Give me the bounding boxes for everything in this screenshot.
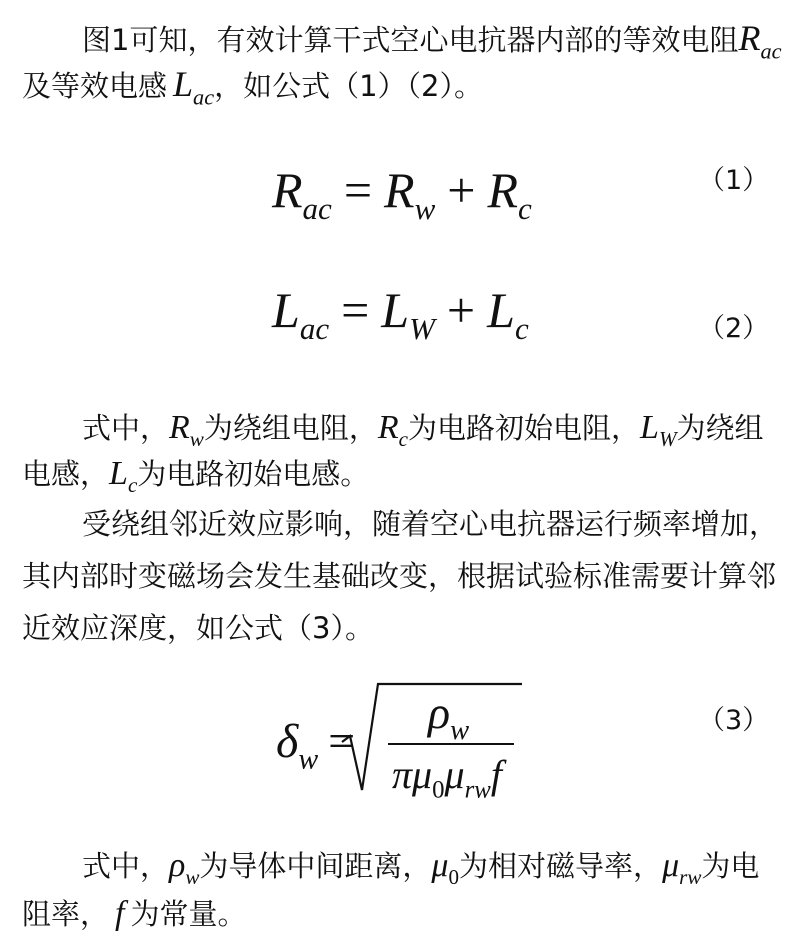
eq1-equals: = [343,162,373,218]
eq3-pi: π [392,752,413,797]
eq1-plus: + [447,162,476,218]
para1-text-1: 图1可知，有效计算干式空心电抗器内部的等效电阻 [82,23,739,57]
eq3-mu: μ [412,752,433,797]
para2-text-2: 为绕组电阻， [203,411,378,445]
para3-line1: 受绕组邻近效应影响，随着空心电抗器运行频率增加， [82,507,779,541]
var-L-symbol: L [173,64,194,104]
para4-line2 [22,894,778,934]
eq3-numerator [428,688,469,756]
para4-text-1: 式中， [82,849,170,883]
var-R-ac [738,18,782,64]
para4-text-5: 阻率， [22,897,110,931]
para1-line2 [22,64,778,117]
para2-text-5: 电感， [22,457,110,491]
para2-text-6: 为电路初始电感。 [137,457,370,491]
var-Rw-sub: w [189,427,204,451]
eq1-lhs: R [272,162,303,218]
eq3-lhs: δ [276,715,299,768]
sqrt-radical-line [342,684,522,790]
var-f: f [115,895,125,932]
eq2-term2-sub: c [514,310,529,346]
eq2-lhs: L [272,282,300,338]
eq1-lhs-sub: ac [302,190,332,226]
eq3-lhs-sub: w [298,742,319,776]
para3-line2: 其内部时变磁场会发生基础改变，根据试验标准需要计算邻 [22,559,777,593]
para1-text-2: 及等效电感 [22,69,168,103]
equation-2 [272,280,529,359]
var-mu-rw [662,847,702,889]
para4-line1 [82,846,778,897]
var-mu-0 [431,847,460,889]
equation-1 [272,160,532,239]
eq1-term2-sub: c [518,190,532,226]
var-LW [640,409,677,451]
var-Lc-symbol: L [109,455,128,492]
eq2-equals: = [341,282,370,338]
var-mu0-symbol: μ [431,847,449,884]
equation-1-number: （1） [698,165,770,196]
para2-line1 [82,408,778,459]
var-R-subscript: ac [760,38,782,64]
var-murw-sub: rw [679,865,702,889]
eq3-rho: ρ [428,687,451,738]
eq3-lhs-group [276,712,365,789]
var-Rc-sub: c [398,427,409,451]
var-L-ac [173,64,215,110]
var-rho-w [169,847,200,889]
eq3-mu-sub: 0 [432,776,445,804]
para2-text-1: 式中， [82,411,170,445]
var-LW-sub: W [658,427,677,451]
eq3-mu2-sub: rw [464,776,491,804]
var-Rc [377,409,409,451]
var-Rw-symbol: R [169,409,190,446]
equation-3-number: （3） [698,705,770,736]
para2-text-3: 为电路初始电阻， [408,411,641,445]
var-mu0-sub: 0 [448,865,460,889]
eq2-term1: L [381,282,410,338]
var-Lc-sub: c [127,473,138,497]
eq3-denominator [392,752,502,813]
para4-text-4: 为电 [701,849,760,883]
eq2-lhs-sub: ac [299,310,330,346]
para4-text-6: 为常量。 [130,897,247,931]
eq3-equals: = [328,715,356,768]
eq3-f: f [490,752,502,797]
eq2-term2: L [487,282,515,338]
var-L-subscript: ac [193,84,215,110]
eq3-rho-sub: w [450,714,470,746]
var-rho-symbol: ρ [169,847,186,884]
var-LW-symbol: L [640,409,659,446]
para4-text-3: 为相对磁导率， [459,849,663,883]
para2-text-4: 为绕组 [676,411,764,445]
var-murw-symbol: μ [662,847,680,884]
var-Rw [169,409,204,451]
para1-text-3: ，如公式（1）（2）。 [214,69,484,103]
eq2-term1-sub: W [409,310,435,346]
eq2-plus: + [446,282,476,338]
var-rho-sub: w [185,865,200,889]
eq1-term1-sub: w [414,190,436,226]
var-R-symbol: R [738,18,761,58]
eq3-mu2: μ [444,752,465,797]
var-Lc [109,455,138,497]
eq1-term1: R [384,162,415,218]
var-Rc-symbol: R [377,409,399,446]
para4-text-2: 为导体中间距离， [199,849,432,883]
para2-line2 [22,454,778,505]
equation-2-number: （2） [698,313,770,344]
para3-line3: 近效应深度，如公式（3）。 [22,611,374,645]
eq1-term2: R [487,162,518,218]
